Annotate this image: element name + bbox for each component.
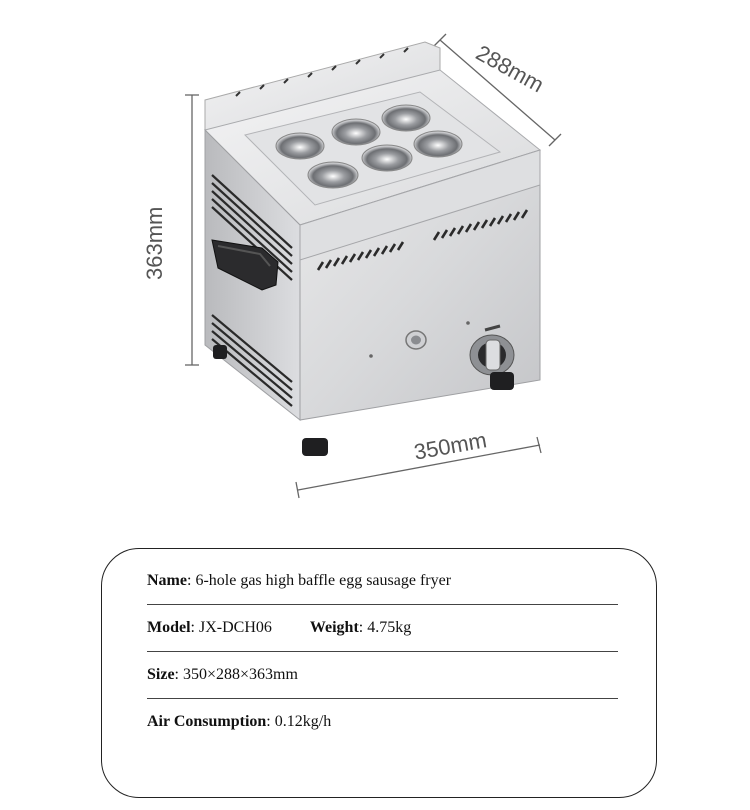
model-pair: Model: JX-DCH06 [147, 618, 272, 636]
weight-value: 4.75kg [367, 618, 412, 636]
spec-row-model-weight [147, 604, 618, 652]
air-label: Air Consumption [147, 712, 267, 730]
dimension-height-label: 363mm [142, 206, 167, 280]
air-value: 0.12kg/h [274, 712, 332, 730]
model-value: JX-DCH06 [199, 618, 272, 636]
spec-row-air: Air Consumption : 0.12kg/h [147, 712, 332, 730]
size-value: 350×288×363mm [183, 665, 298, 683]
name-value: 6-hole gas high baffle egg sausage fryer [195, 571, 452, 589]
spec-row-size: Size : 350×288×363mm [147, 651, 618, 699]
weight-pair: Weight: 4.75kg [309, 618, 412, 636]
name-label: Name [147, 571, 187, 589]
spec-card [101, 548, 657, 798]
dimension-width-label: 350mm [412, 427, 489, 465]
dimension-depth-label: 288mm [471, 40, 549, 98]
size-label: Size [147, 665, 175, 683]
weight-label: Weight [309, 618, 359, 636]
spec-row-name: Name : 6-hole gas high baffle egg sausage fryer [147, 557, 618, 605]
model-label: Model [147, 618, 191, 636]
